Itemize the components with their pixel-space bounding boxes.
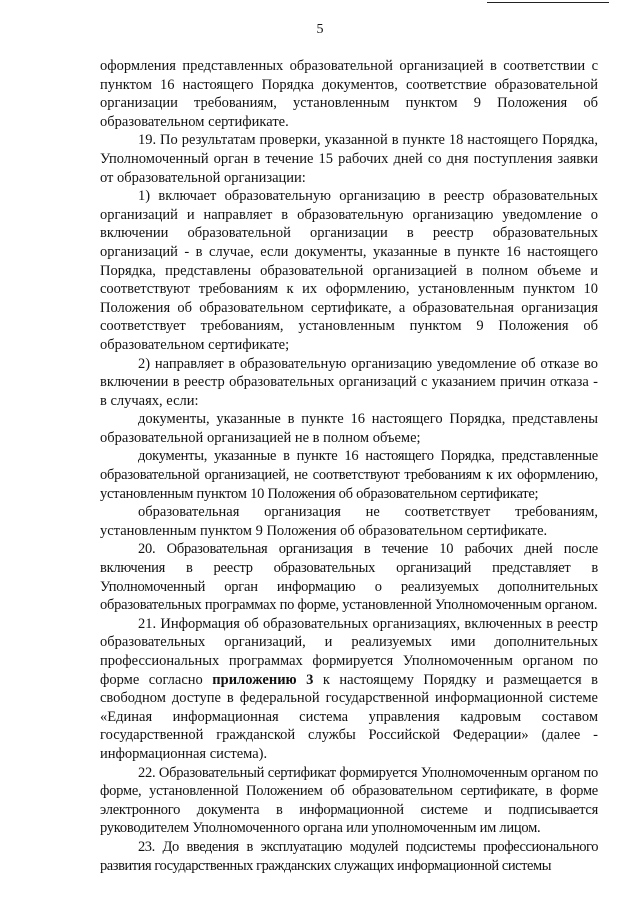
appendix-reference: приложению 3 — [212, 671, 314, 688]
paragraph-19-item-2-case-c — [100, 503, 598, 540]
paragraph-text: документы, указанные в пункте 16 настоящего Порядка, представлены образовательной организацией не в полном объеме; — [100, 411, 598, 446]
paragraph-text: 22. Образовательный сертификат формируется Уполномоченным органом по форме, установленной Положением об образовательном сертификате, в форме электронного документа в информационной системе и подписывается руководителем Уполномоченного органа или уполномоченным им лицом. — [100, 764, 598, 837]
paragraph-20 — [100, 540, 598, 614]
paragraph-text: документы, указанные в пункте 16 настоящего Порядка, представленные образовательной организацией, не соответствуют требованиям к их оформлению, установленным пунктом 10 Положения об образовательном сертификате; — [100, 448, 598, 502]
page-number: 5 — [316, 22, 324, 37]
top-rule — [487, 2, 609, 3]
paragraph-continuation — [100, 57, 598, 131]
paragraph-text: 2) направляет в образовательную организацию уведомление об отказе во включении в реестр образовательных организаций с указанием причин отказа - в случаях, если: — [100, 355, 598, 409]
paragraph-21 — [100, 615, 598, 764]
paragraph-19-item-2 — [100, 355, 598, 411]
paragraph-text: 21. Информация об образовательных организациях, включенных в реестр образовательных организаций, и реализуемых ими дополнительных профессиональных программах формируется Уполномоченным органом по форме согласно — [100, 615, 598, 688]
paragraph-19-item-2-case-b — [100, 447, 598, 503]
paragraph-text: образовательная организация не соответствует требованиям, установленным пунктом 9 Положения об образовательном сертификате. — [100, 504, 598, 539]
paragraph-22 — [100, 764, 598, 838]
document-body — [100, 57, 598, 875]
paragraph-19-item-1 — [100, 187, 598, 354]
paragraph-text: 1) включает образовательную организацию в реестр образовательных организаций и направляет в образовательную организацию уведомление о включении образовательной организации в реестр образовательных организаций - в случае, если документы, указанные в пункте 16 настоящего Порядка, представлены образовательной организацией в полном объеме и соответствуют требованиям к их оформлению, установленным пунктом 10 Положения об образовательном сертификате, а образовательная организация соответствует требованиям, установленным пунктом 9 Положения об образовательном сертификате; — [100, 188, 598, 353]
paragraph-19 — [100, 131, 598, 187]
paragraph-text: оформления представленных образовательной организацией в соответствии с пунктом 16 настоящего Порядка документов, соответствие образовательной организации требованиям, установленным пунктом 9 Положения об образовательном сертификате. — [100, 58, 598, 130]
paragraph-text: 19. По результатам проверки, указанной в пункте 18 настоящего Порядка, Уполномоченный орган в течение 15 рабочих дней со дня поступления заявки от образовательной организации: — [100, 132, 598, 186]
paragraph-text: 23. До введения в эксплуатацию модулей подсистемы профессионального развития государственных гражданских служащих информационной системы — [100, 838, 598, 874]
paragraph-text-continued: к настоящему Порядку и размещается в свободном доступе в федеральной государственной информационной системе «Единая информационная система управления кадровым составом государственной гражданской службы Российской Федерации» (далее - информационная система). — [100, 671, 598, 762]
paragraph-23 — [100, 838, 598, 875]
paragraph-text: 20. Образовательная организация в течение 10 рабочих дней после включения в реестр образовательных организаций представляет в Уполномоченный орган информацию о реализуемых дополнительных образовательных программах по форме, установленной Уполномоченным органом. — [100, 541, 598, 614]
paragraph-19-item-2-case-a — [100, 410, 598, 447]
